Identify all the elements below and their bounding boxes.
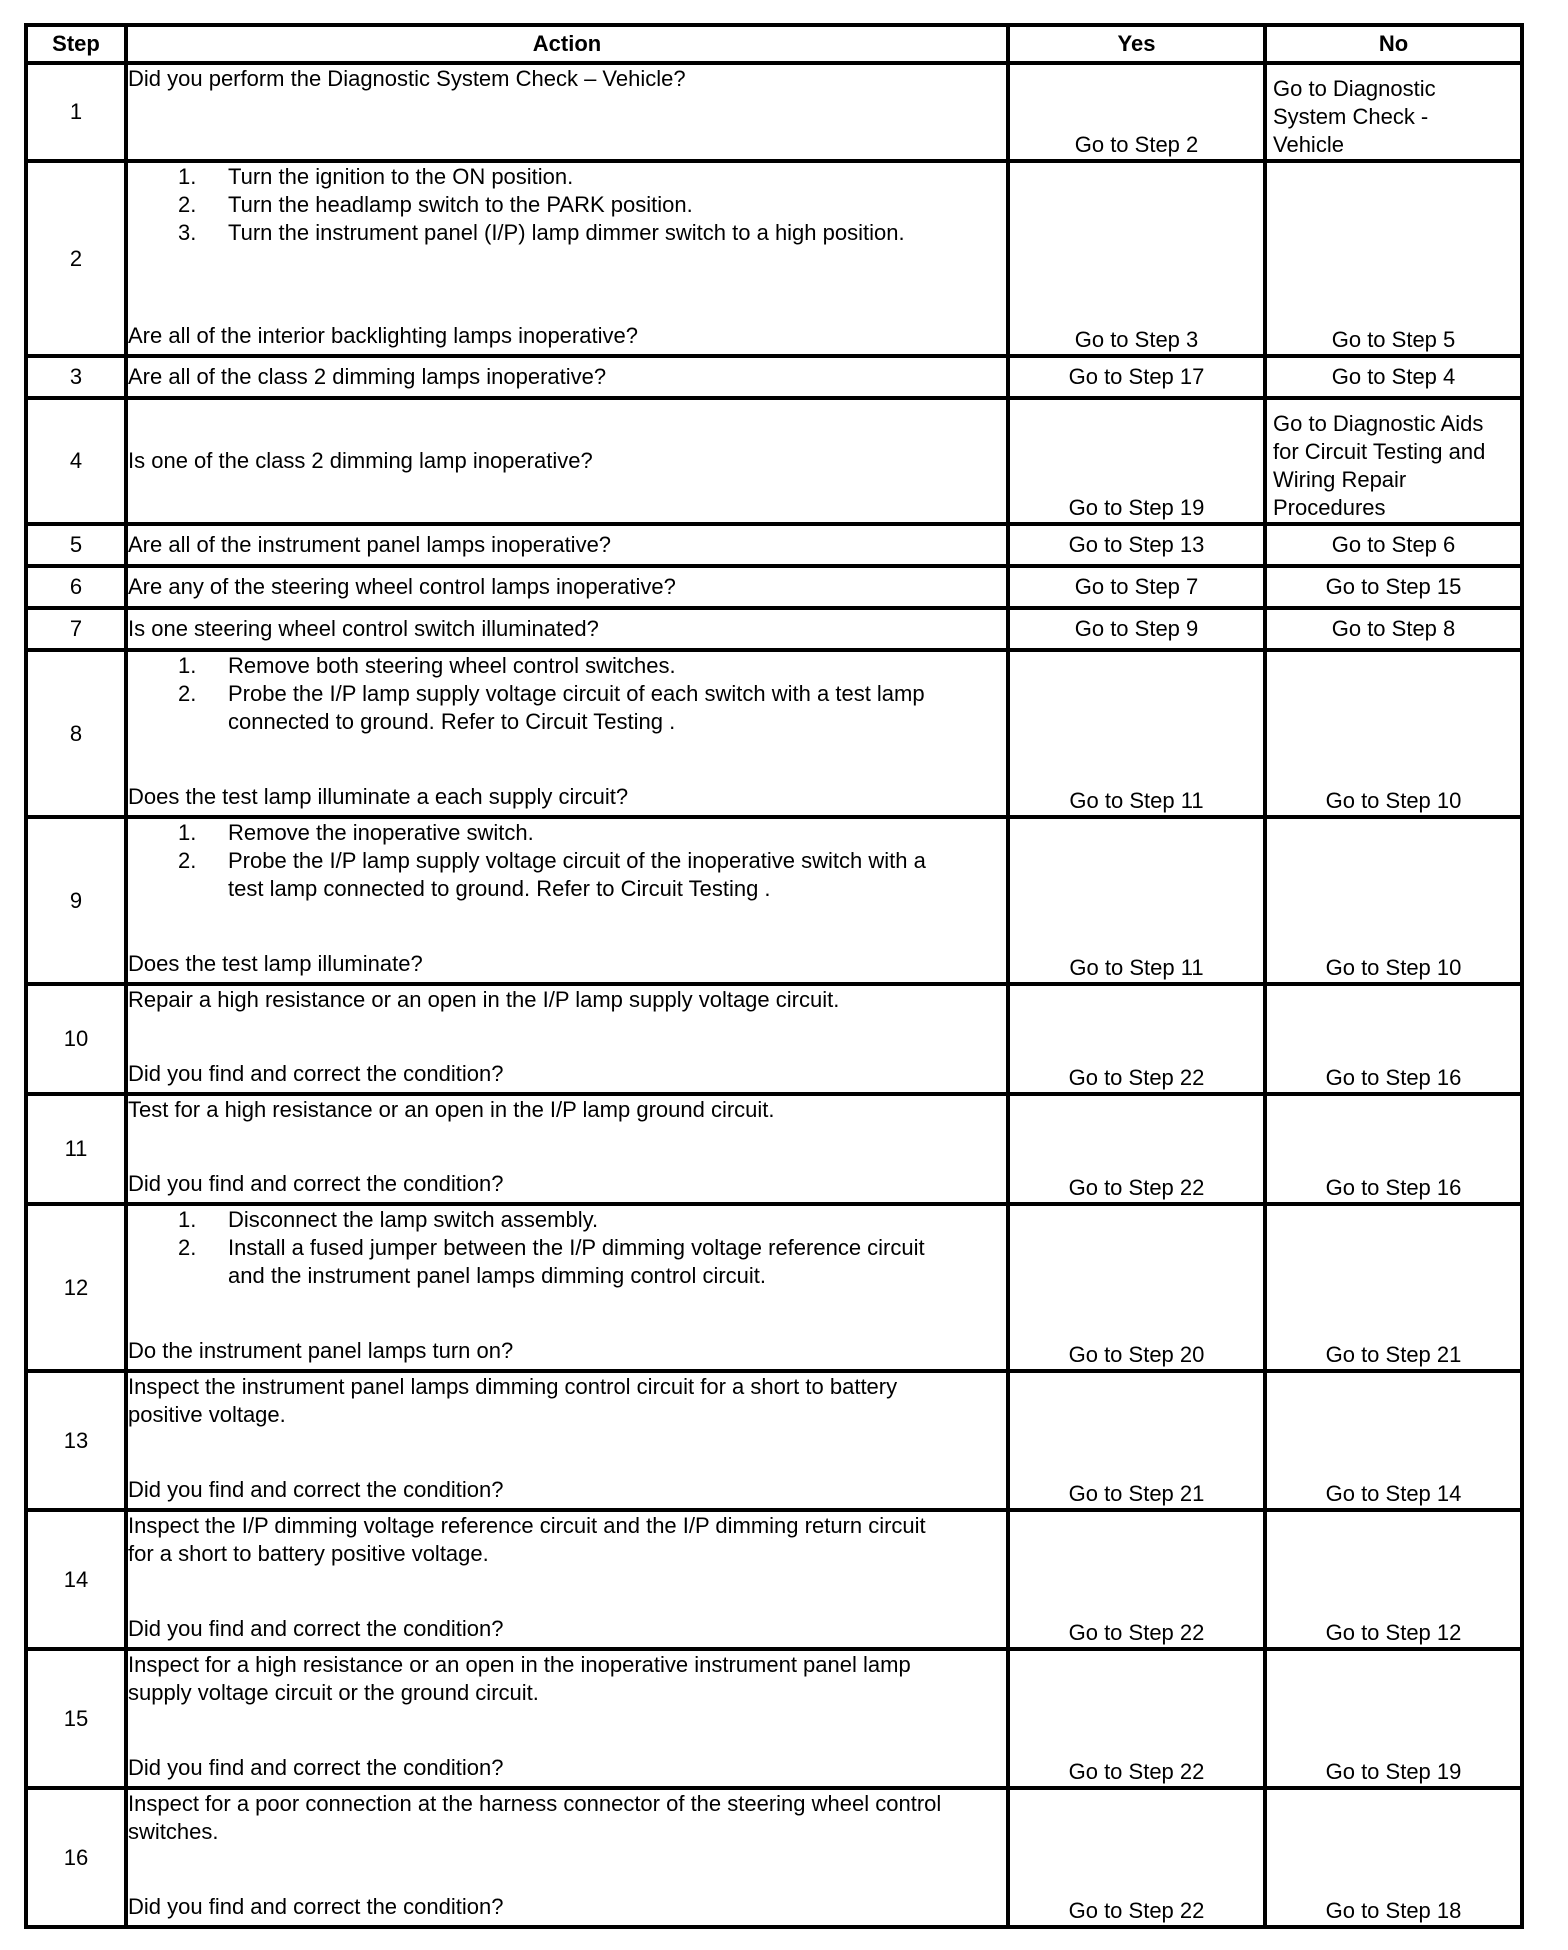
action-cell (126, 1371, 1008, 1510)
action-question: Did you find and correct the condition? (128, 1894, 504, 1919)
instruction-list (128, 819, 1006, 903)
action-text: Are any of the steering wheel control lamps inoperative? (128, 574, 676, 599)
no-line: for Circuit Testing and (1273, 439, 1486, 464)
header-yes: Yes (1008, 25, 1265, 63)
no-cell: Go to Step 12 (1265, 1510, 1522, 1649)
action-cell (126, 1649, 1008, 1788)
yes-cell: Go to Step 22 (1008, 1788, 1265, 1927)
yes-cell: Go to Step 3 (1008, 161, 1265, 356)
yes-cell: Go to Step 7 (1008, 566, 1265, 608)
action-cell (126, 161, 1008, 356)
table-row (26, 1094, 1522, 1204)
action-cell (126, 566, 1008, 608)
yes-cell: Go to Step 22 (1008, 1649, 1265, 1788)
no-line: Go to Diagnostic (1273, 76, 1436, 101)
action-question: Does the test lamp illuminate? (128, 951, 423, 976)
step-number: 16 (26, 1788, 126, 1927)
step-number: 5 (26, 524, 126, 566)
header-no: No (1265, 25, 1522, 63)
action-text: Is one of the class 2 dimming lamp inoperative? (128, 448, 593, 473)
action-text: Repair a high resistance or an open in the I/P lamp supply voltage circuit. (128, 987, 840, 1012)
no-line: Go to Diagnostic Aids (1273, 411, 1484, 436)
instruction-item: 1. Remove both steering wheel control switches. (178, 653, 676, 678)
action-text: Inspect for a high resistance or an open in the inoperative instrument panel lamp supply voltage circuit or the ground circuit. (128, 1652, 911, 1705)
action-question: Did you find and correct the condition? (128, 1061, 504, 1086)
yes-cell: Go to Step 11 (1008, 817, 1265, 984)
yes-cell: Go to Step 9 (1008, 608, 1265, 650)
step-number: 7 (26, 608, 126, 650)
yes-cell: Go to Step 17 (1008, 356, 1265, 398)
no-cell (1265, 63, 1522, 161)
table-row (26, 650, 1522, 817)
step-number: 15 (26, 1649, 126, 1788)
no-cell: Go to Step 8 (1265, 608, 1522, 650)
step-number: 3 (26, 356, 126, 398)
action-question: Did you find and correct the condition? (128, 1171, 504, 1196)
action-cell (126, 1788, 1008, 1927)
action-question: Do the instrument panel lamps turn on? (128, 1338, 514, 1363)
instruction-item: 1. Remove the inoperative switch. (178, 820, 534, 845)
step-number: 4 (26, 398, 126, 524)
header-action: Action (126, 25, 1008, 63)
instruction-item: 2. Turn the headlamp switch to the PARK position. (178, 192, 693, 217)
table-row (26, 608, 1522, 650)
table-row (26, 1788, 1522, 1927)
table-row (26, 356, 1522, 398)
instruction-item: 3. Turn the instrument panel (I/P) lamp dimmer switch to a high position. (178, 220, 905, 245)
action-question: Does the test lamp illuminate a each supply circuit? (128, 784, 629, 809)
step-number: 10 (26, 984, 126, 1094)
no-cell: Go to Step 19 (1265, 1649, 1522, 1788)
yes-cell: Go to Step 22 (1008, 1094, 1265, 1204)
step-number: 8 (26, 650, 126, 817)
no-cell (1265, 398, 1522, 524)
yes-cell: Go to Step 11 (1008, 650, 1265, 817)
action-cell (126, 817, 1008, 984)
table-row (26, 398, 1522, 524)
header-row (26, 25, 1522, 63)
action-text: Is one steering wheel control switch illuminated? (128, 616, 599, 641)
action-text: Inspect the I/P dimming voltage reference circuit and the I/P dimming return circuit for a short to battery positive voltage. (128, 1513, 926, 1566)
action-cell (126, 356, 1008, 398)
table-row (26, 1371, 1522, 1510)
instruction-item: 1. Turn the ignition to the ON position. (178, 164, 574, 189)
action-question: Are all of the interior backlighting lamps inoperative? (128, 323, 638, 348)
yes-cell: Go to Step 2 (1008, 63, 1265, 161)
no-cell: Go to Step 16 (1265, 1094, 1522, 1204)
instruction-item: 1. Disconnect the lamp switch assembly. (178, 1207, 599, 1232)
step-number: 6 (26, 566, 126, 608)
yes-cell: Go to Step 22 (1008, 1510, 1265, 1649)
yes-cell: Go to Step 22 (1008, 984, 1265, 1094)
diagnostic-table (24, 23, 1524, 1929)
table-row (26, 566, 1522, 608)
action-cell (126, 1204, 1008, 1371)
table-row (26, 524, 1522, 566)
no-cell: Go to Step 5 (1265, 161, 1522, 356)
no-cell: Go to Step 21 (1265, 1204, 1522, 1371)
table-row (26, 63, 1522, 161)
yes-cell: Go to Step 20 (1008, 1204, 1265, 1371)
instruction-item: 2. Probe the I/P lamp supply voltage circuit of the inoperative switch with a test lamp connected to ground. Refer to Circuit Testing . (178, 848, 926, 901)
header-step: Step (26, 25, 126, 63)
table-row (26, 161, 1522, 356)
action-question: Did you find and correct the condition? (128, 1477, 504, 1502)
action-cell (126, 650, 1008, 817)
step-number: 9 (26, 817, 126, 984)
no-cell: Go to Step 16 (1265, 984, 1522, 1094)
action-text: Inspect for a poor connection at the harness connector of the steering wheel control switches. (128, 1791, 942, 1844)
action-cell (126, 63, 1008, 161)
instruction-item: 2. Probe the I/P lamp supply voltage circuit of each switch with a test lamp connected to ground. Refer to Circuit Testing . (178, 681, 925, 734)
instruction-list (128, 652, 1006, 736)
no-cell: Go to Step 10 (1265, 650, 1522, 817)
step-number: 12 (26, 1204, 126, 1371)
yes-cell: Go to Step 13 (1008, 524, 1265, 566)
no-line: Procedures (1273, 495, 1386, 520)
no-cell: Go to Step 6 (1265, 524, 1522, 566)
action-text: Are all of the instrument panel lamps inoperative? (128, 532, 612, 557)
action-text: Inspect the instrument panel lamps dimming control circuit for a short to battery positive voltage. (128, 1374, 898, 1427)
no-cell: Go to Step 18 (1265, 1788, 1522, 1927)
yes-cell: Go to Step 19 (1008, 398, 1265, 524)
step-number: 1 (26, 63, 126, 161)
action-cell (126, 524, 1008, 566)
action-cell (126, 608, 1008, 650)
action-cell (126, 1094, 1008, 1204)
no-line: Wiring Repair (1273, 467, 1407, 492)
no-cell: Go to Step 4 (1265, 356, 1522, 398)
action-text: Are all of the class 2 dimming lamps inoperative? (128, 364, 607, 389)
table-row (26, 1510, 1522, 1649)
action-cell (126, 984, 1008, 1094)
table-row (26, 984, 1522, 1094)
action-text: Test for a high resistance or an open in the I/P lamp ground circuit. (128, 1097, 775, 1122)
step-number: 14 (26, 1510, 126, 1649)
instruction-item: 2. Install a fused jumper between the I/P dimming voltage reference circuit and the instrument panel lamps dimming control circuit. (178, 1235, 925, 1288)
table-row (26, 1649, 1522, 1788)
no-cell: Go to Step 14 (1265, 1371, 1522, 1510)
no-line: Vehicle (1273, 132, 1344, 157)
no-line: System Check - (1273, 104, 1429, 129)
yes-cell: Go to Step 21 (1008, 1371, 1265, 1510)
no-cell: Go to Step 10 (1265, 817, 1522, 984)
action-cell (126, 1510, 1008, 1649)
instruction-list (128, 1206, 1006, 1290)
step-number: 2 (26, 161, 126, 356)
action-question: Did you find and correct the condition? (128, 1755, 504, 1780)
step-number: 11 (26, 1094, 126, 1204)
action-text: Did you perform the Diagnostic System Check – Vehicle? (128, 66, 686, 91)
action-cell (126, 398, 1008, 524)
table-row (26, 817, 1522, 984)
step-number: 13 (26, 1371, 126, 1510)
instruction-list (128, 163, 1006, 247)
table-row (26, 1204, 1522, 1371)
no-cell: Go to Step 15 (1265, 566, 1522, 608)
action-question: Did you find and correct the condition? (128, 1616, 504, 1641)
